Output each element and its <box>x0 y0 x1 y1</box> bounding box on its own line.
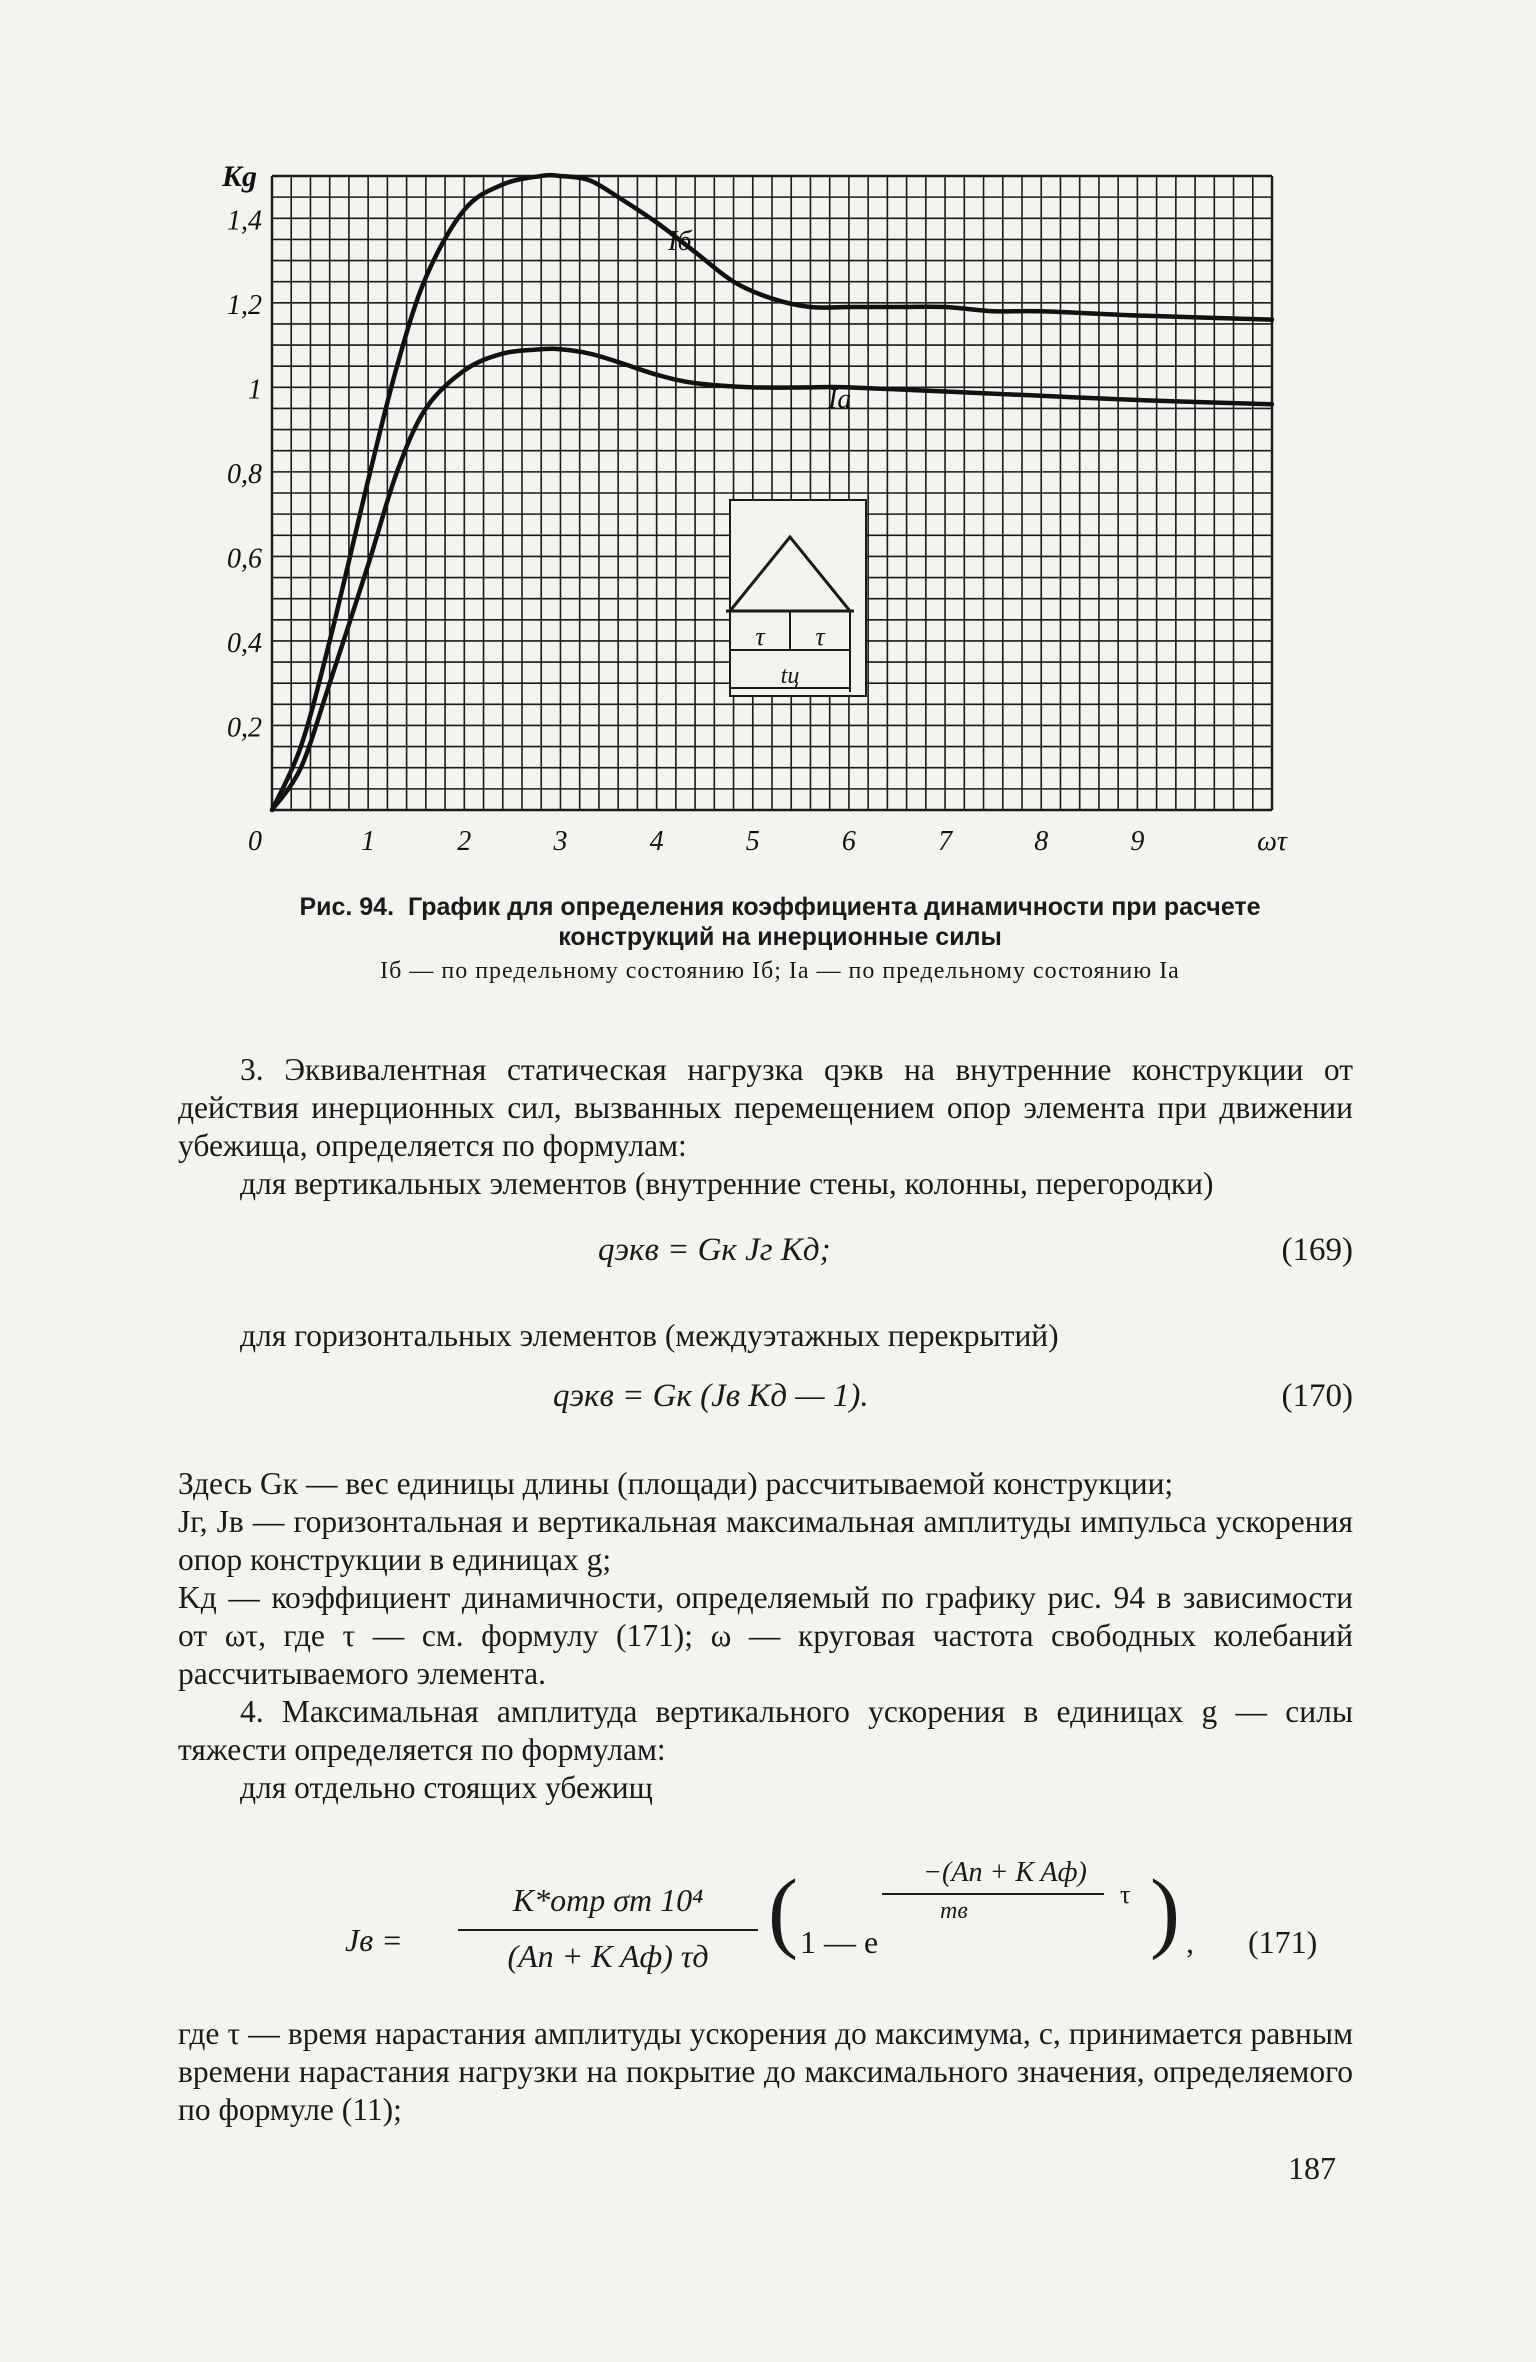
inset-tau-label: τ <box>815 622 825 651</box>
eq171-close-paren: ) <box>1150 1862 1180 1961</box>
figure-title-1: График для определения коэффициента динамичности при расчете <box>408 893 1261 921</box>
figure-label: Рис. 94. <box>299 893 395 921</box>
x-tick-label: 8 <box>1034 826 1049 857</box>
x-tick-label: 2 <box>457 826 472 857</box>
x-tick-label: 9 <box>1130 826 1145 857</box>
inset-tau-label: τ <box>755 622 765 651</box>
horizontal-intro: для горизонтальных элементов (междуэтажных перекрытий) <box>240 1318 1059 1353</box>
eq171-exp-numerator: −(An + K Aф) <box>923 1857 1087 1888</box>
triangle-load-inset <box>726 500 866 696</box>
y-tick-label: 0,4 <box>227 627 262 659</box>
x-tick-label: 5 <box>745 826 760 857</box>
definitions-block <box>178 1465 1353 1807</box>
series-label-Ia: Iа <box>828 384 852 415</box>
y-axis-title: Kg <box>222 160 258 193</box>
y-tick-label: 1,2 <box>227 289 262 321</box>
figure-caption <box>200 892 1360 952</box>
eq171-denominator: (An + K Aф) τд <box>507 1938 709 1974</box>
eq170-formula: qэкв = Gк (Jв Kд — 1). <box>553 1378 869 1414</box>
y-tick-label: 1,4 <box>227 205 262 237</box>
eq171-lhs: Jв = <box>345 1922 403 1958</box>
series-label-Ib: Iб <box>668 226 692 257</box>
tau-definition-block <box>178 2015 1353 2129</box>
y-tick-label: 0,6 <box>227 543 262 575</box>
para3-text: 3. Эквивалентная статическая нагрузка qэкв на внутренние конструкции от действия инерционных сил, вызванных перемещением опор элемента при движении убежища, определяется по формулам: <box>178 1052 1353 1163</box>
y-tick-label: 1 <box>248 374 262 406</box>
x-tick-label: 4 <box>649 826 664 857</box>
eq169-number: (169) <box>1281 1232 1353 1268</box>
eq171-number: (171) <box>1248 1924 1318 1960</box>
equation-170 <box>178 1378 1353 1426</box>
paragraph-3 <box>178 1051 1353 1203</box>
eq171-numerator: K*отр σm 10⁴ <box>512 1882 704 1918</box>
def-tau: где τ — время нарастания амплитуды ускорения до максимума, с, принимается равным времени нарастания нагрузки на покрытие до максимального значения, определяемого по формуле (11); <box>178 2016 1353 2127</box>
x-tick-label: 3 <box>553 826 568 857</box>
chart-grid <box>272 176 1272 810</box>
figure-title-2: конструкций на инерционные силы <box>558 923 1002 951</box>
eq171-one-minus-e: 1 — e <box>800 1924 879 1960</box>
x-tick-label: 7 <box>938 826 953 857</box>
eq171-comma: , <box>1186 1924 1194 1960</box>
equation-169 <box>178 1232 1353 1280</box>
eq171-tau: τ <box>1120 1880 1131 1909</box>
x-tick-label: ωτ <box>1257 826 1287 857</box>
eq171-open-paren: ( <box>768 1862 798 1961</box>
horizontal-intro-block <box>178 1317 1353 1355</box>
def-k: Kд — коэффициент динамичности, определяемый по графику рис. 94 в зависимости от ωτ, где τ — см. формулу (171); ω — круговая частота свободных колебаний рассчитываемого элемента. <box>178 1580 1353 1691</box>
x-tick-label: 6 <box>841 826 856 857</box>
eq171-fraction-bar <box>458 1929 758 1931</box>
x-tick-label: 0 <box>248 826 262 857</box>
eq170-number: (170) <box>1281 1378 1353 1414</box>
def-g: Здесь Gк — вес единицы длины (площади) рассчитываемой конструкции; <box>178 1466 1174 1501</box>
x-tick-label: 1 <box>361 826 376 857</box>
vertical-intro: для вертикальных элементов (внутренние стены, колонны, перегородки) <box>240 1166 1214 1201</box>
para4-text: 4. Максимальная амплитуда вертикального ускорения в единицах g — силы тяжести определяется по формулам: <box>178 1694 1353 1767</box>
dynamic-coefficient-chart <box>0 0 1536 890</box>
def-j: Jг, Jв — горизонтальная и вертикальная максимальная амплитуды импульса ускорения опор конструкции в единицах g; <box>178 1504 1353 1577</box>
eq171-exp-bar <box>882 1893 1104 1895</box>
eq171-exp-denominator: mв <box>940 1898 968 1924</box>
eq169-formula: qэкв = Gк Jг Kд; <box>598 1232 831 1268</box>
y-tick-label: 0,2 <box>227 712 262 744</box>
inset-total-label: tц <box>780 663 800 689</box>
standalone-intro: для отдельно стоящих убежищ <box>240 1770 653 1805</box>
page-number: 187 <box>1288 2150 1336 2186</box>
figure-legend: Iб — по предельному состоянию Iб; Iа — по предельному состоянию Iа <box>380 958 1180 984</box>
y-tick-label: 0,8 <box>227 458 262 490</box>
